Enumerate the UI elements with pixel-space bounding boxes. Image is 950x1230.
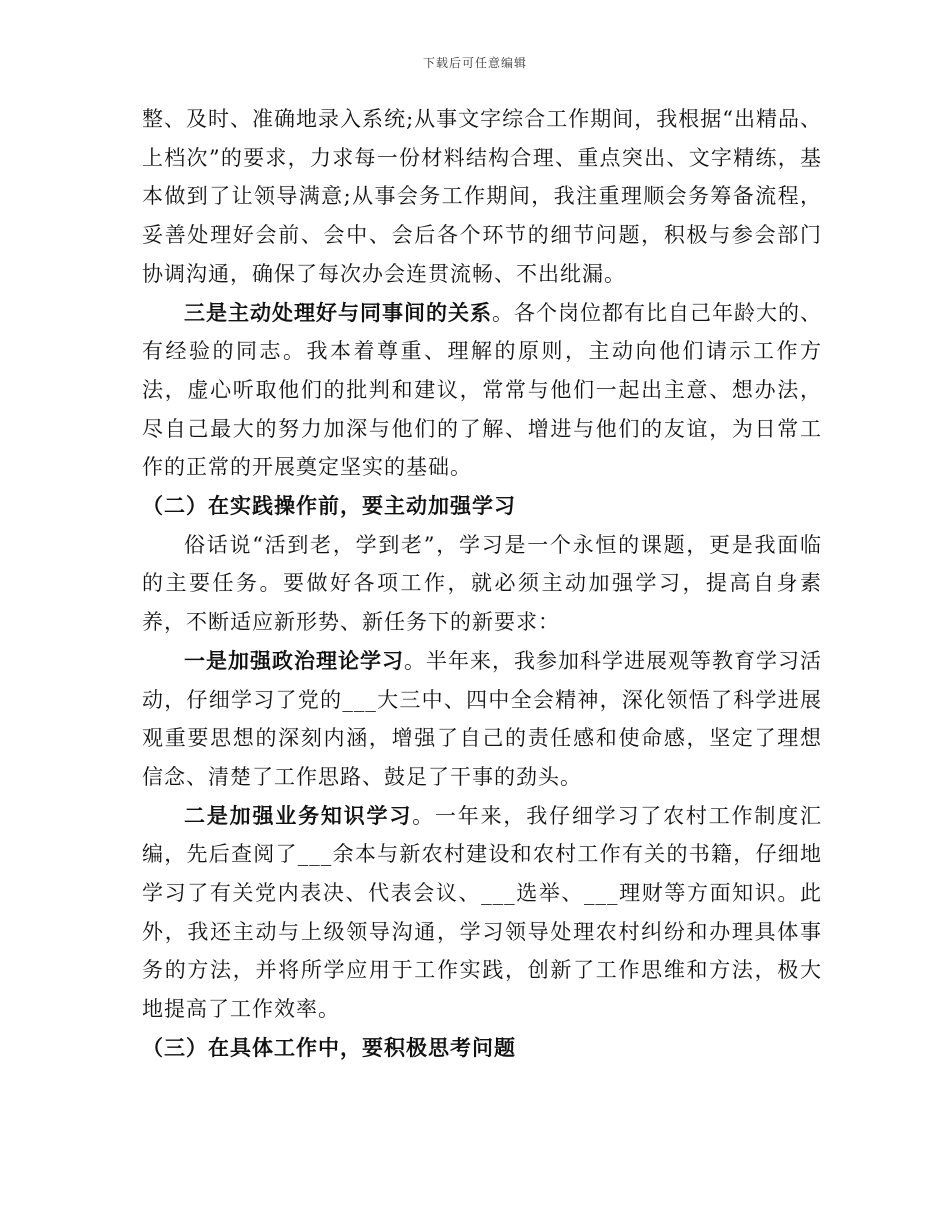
paragraph-colleague-relations bbox=[142, 294, 822, 488]
page-header-note: 下载后可任意编辑 bbox=[422, 56, 527, 70]
section-heading-2: （二）在实践操作前，要主动加强学习 bbox=[142, 493, 516, 519]
paragraph-text: 。半年来，我参加科学进展观等教育学习活动，仔细学习了党的___大三中、四中全会精神，深化领悟了科学进展观重要思想的深刻内涵，增强了自己的责任感和使命感，坚定了理想信念、清楚了工作思路、鼓足了干事的劲头。 bbox=[142, 648, 822, 789]
document-body bbox=[142, 100, 822, 1068]
paragraph-continuation: 整、及时、准确地录入系统;从事文字综合工作期间，我根据“出精品、上档次”的要求，力求每一份材料结构合理、重点突出、文字精练，基本做到了让领导满意;从事会务工作期间，我注重理顺会务筹备流程，妥善处理好会前、会中、会后各个环节的细节问题，积极与参会部门协调沟通，确保了每次办会连贯流畅、不出纰漏。 bbox=[142, 107, 822, 286]
paragraph-political-theory bbox=[142, 642, 822, 797]
paragraph-lead: 二是加强业务知识学习 bbox=[184, 802, 413, 828]
paragraph-text: 。一年来，我仔细学习了农村工作制度汇编，先后查阅了___余本与新农村建设和农村工作有关的书籍，仔细地学习了有关党内表决、代表会议、___选举、___理财等方面知识。此外，我还主动与上级领导沟通，学习领导处理农村纠纷和办理具体事务的方法，并将所学应用于工作实践，创新了工作思维和方法，极大地提高了工作效率。 bbox=[142, 803, 823, 1022]
section-heading-3: （三）在具体工作中，要积极思考问题 bbox=[142, 1034, 516, 1060]
paragraph-learning-intro: 俗话说“活到老，学到老”，学习是一个永恒的课题，更是我面临的主要任务。要做好各项工作，就必须主动加强学习，提高自身素养，不断适应新形势、新任务下的新要求： bbox=[142, 532, 822, 635]
paragraph-business-knowledge bbox=[142, 797, 822, 1029]
paragraph-text: 。各个岗位都有比自己年龄大的、有经验的同志。我本着尊重、理解的原则，主动向他们请示工作方法，虚心听取他们的批判和建议，常常与他们一起出主意、想办法，尽自己最大的努力加深与他们的了解、增进与他们的友谊，为日常工作的正常的开展奠定坚实的基础。 bbox=[142, 300, 822, 480]
paragraph-lead: 三是主动处理好与同事间的关系 bbox=[184, 299, 492, 325]
paragraph-lead: 一是加强政治理论学习 bbox=[184, 647, 404, 673]
